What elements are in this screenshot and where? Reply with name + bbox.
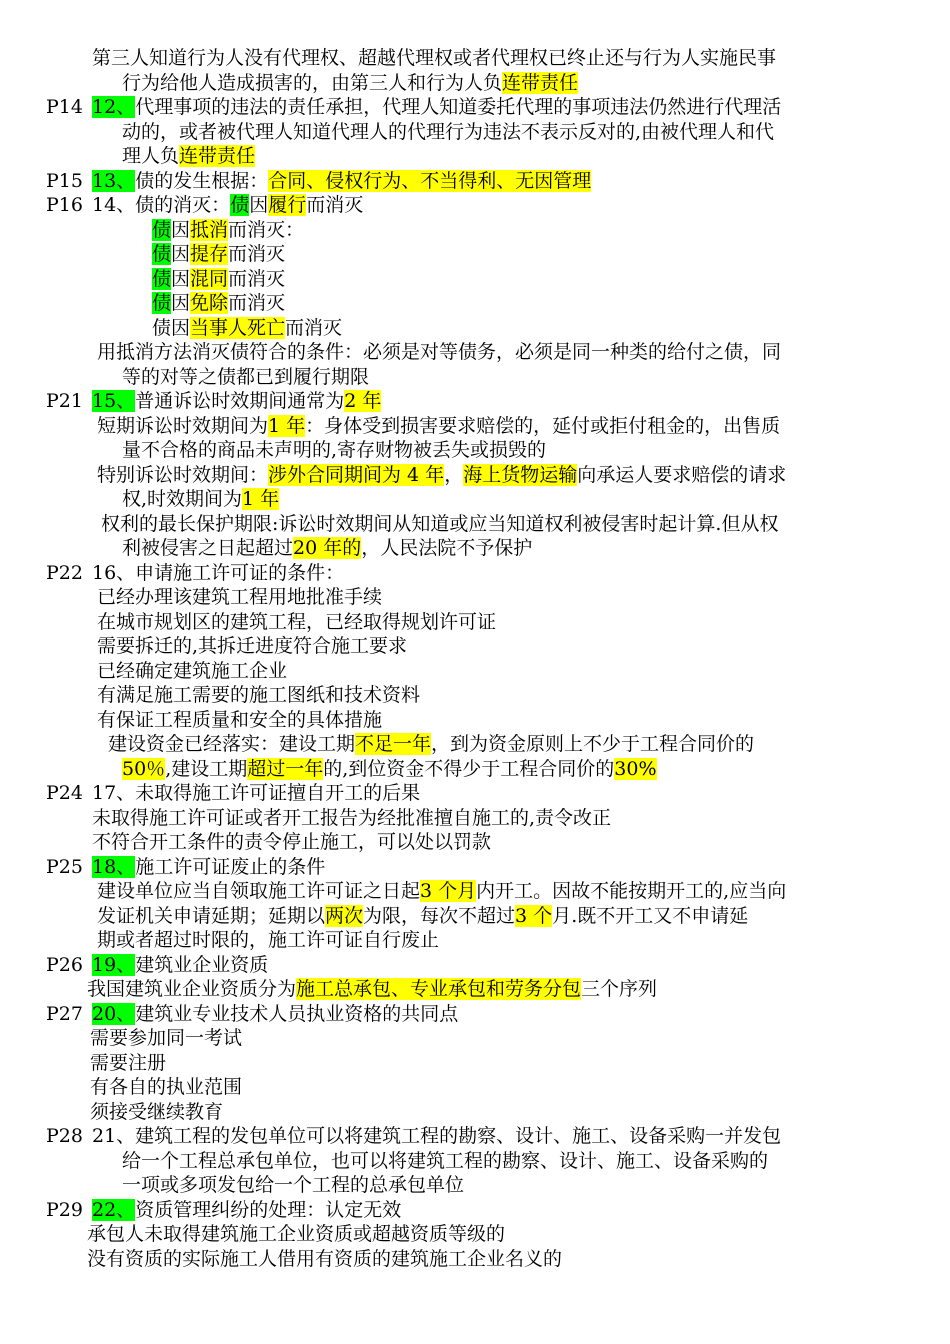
text-segment: 已经确定建筑施工企业	[97, 659, 288, 682]
text-line	[0, 953, 950, 978]
line-text	[122, 144, 255, 169]
text-line	[0, 781, 950, 806]
text-segment: 因	[171, 292, 191, 314]
highlight-green: 债	[230, 194, 250, 216]
text-segment: 没有资质的实际施工人借用有资质的建筑施工企业名义的	[87, 1247, 563, 1270]
line-text	[92, 806, 611, 831]
text-segment: 量不合格的商品未声明的,寄存财物被丢失或损毁的	[122, 439, 547, 461]
text-line	[0, 218, 950, 243]
text-line	[0, 71, 950, 96]
text-segment: 期或者超过时限的，施工许可证自行废止	[97, 929, 440, 951]
text-segment: 需要注册	[90, 1051, 167, 1074]
text-segment: 建设单位应当自领取施工许可证之日起	[97, 880, 421, 902]
text-segment: 因	[171, 218, 191, 241]
text-line	[0, 1002, 950, 1027]
text-segment: 须接受继续教育	[90, 1100, 224, 1123]
text-line	[0, 610, 950, 635]
text-line	[0, 144, 950, 169]
line-text	[97, 904, 748, 929]
line-text	[97, 340, 781, 365]
text-line	[0, 463, 950, 488]
text-line	[0, 46, 950, 71]
line-text	[87, 1222, 505, 1247]
text-segment: 一项或多项发包给一个工程的总承包单位	[122, 1174, 465, 1196]
page-reference: P15	[46, 169, 83, 192]
text-segment: 有满足施工需要的施工图纸和技术资料	[97, 684, 421, 706]
text-segment: 因	[249, 194, 269, 216]
text-segment: 用抵消方法消灭债符合的条件：必须是对等债务，必须是同一种类的给付之债，同	[97, 341, 782, 363]
text-line	[0, 242, 950, 267]
text-segment: 需要参加同一考试	[90, 1027, 243, 1049]
highlight-green: 22、	[92, 1198, 136, 1221]
document-body	[0, 46, 950, 1271]
text-segment: 第三人知道行为人没有代理权、超越代理权或者代理权已终止还与行为人实施民事	[92, 47, 777, 69]
line-text	[97, 634, 407, 659]
text-line	[0, 830, 950, 855]
line-text	[97, 928, 439, 953]
highlight-yellow: 超过一年	[247, 757, 324, 780]
line-text	[122, 1149, 768, 1174]
line-text	[92, 1124, 781, 1149]
text-line	[0, 977, 950, 1002]
text-segment: 内开工。因故不能按期开工的,应当向	[476, 880, 787, 902]
highlight-yellow: 海上货物运输	[463, 463, 578, 486]
page-reference: P16	[46, 194, 83, 216]
highlight-yellow: 1 年	[242, 488, 280, 510]
highlight-green: 债	[152, 218, 172, 241]
highlight-green: 债	[152, 267, 172, 290]
text-segment: 有各自的执业范围	[90, 1076, 243, 1098]
line-text	[122, 365, 369, 390]
text-line	[0, 855, 950, 880]
text-segment: 而消灭：	[228, 218, 305, 241]
text-line	[0, 1149, 950, 1174]
page-reference: P24	[46, 782, 83, 804]
highlight-green: 12、	[92, 96, 136, 118]
highlight-yellow: 免除	[190, 292, 229, 314]
text-line	[0, 267, 950, 292]
page-reference: P22	[46, 561, 83, 584]
text-line	[0, 95, 950, 120]
line-text	[92, 561, 344, 586]
line-text	[92, 830, 491, 855]
text-line	[0, 1198, 950, 1223]
text-line	[0, 732, 950, 757]
line-text	[122, 438, 546, 463]
highlight-yellow: 3 个月	[420, 880, 477, 902]
line-text	[152, 291, 285, 316]
text-line	[0, 1173, 950, 1198]
text-line	[0, 169, 950, 194]
line-text	[92, 46, 776, 71]
highlight-yellow: 30%	[614, 757, 657, 780]
highlight-yellow: 提存	[190, 243, 229, 265]
text-line	[0, 757, 950, 782]
page-reference: P21	[46, 390, 83, 412]
text-segment: 建筑业企业资质	[135, 953, 269, 976]
text-segment: 向承运人要求赔偿的请求	[577, 463, 787, 486]
highlight-yellow: 不足一年	[355, 733, 432, 755]
text-line	[0, 536, 950, 561]
highlight-green: 债	[152, 292, 172, 314]
highlight-yellow: 2 年	[344, 390, 382, 412]
line-text	[97, 463, 786, 488]
text-segment: 而消灭	[306, 194, 364, 216]
highlight-yellow: 1 年	[268, 414, 306, 437]
text-line	[0, 438, 950, 463]
line-text	[92, 389, 381, 414]
highlight-green: 18、	[92, 855, 136, 878]
line-text	[97, 585, 382, 610]
text-line	[0, 928, 950, 953]
line-text	[152, 267, 285, 292]
highlight-yellow: 混同	[190, 267, 229, 290]
line-text	[90, 1075, 242, 1100]
highlight-yellow: 连带责任	[502, 71, 579, 94]
page-reference: P14	[46, 96, 83, 118]
page-reference: P26	[46, 953, 83, 976]
highlight-yellow: 合同、侵权行为、不当得利、无因管理	[268, 169, 592, 192]
line-text	[97, 683, 420, 708]
highlight-yellow: 当事人死亡	[190, 316, 286, 339]
highlight-yellow: 3 个	[515, 904, 553, 927]
highlight-yellow: 抵消	[190, 218, 229, 241]
text-segment: 而消灭	[228, 292, 286, 314]
text-segment: 14、债的消灭：	[92, 194, 231, 216]
text-line	[0, 365, 950, 390]
text-segment: 承包人未取得建筑施工企业资质或超越资质等级的	[87, 1223, 506, 1245]
text-segment: 建筑业专业技术人员执业资格的共同点	[135, 1002, 459, 1025]
text-line	[0, 1026, 950, 1051]
text-line	[0, 708, 950, 733]
line-text	[92, 169, 591, 194]
page-reference: P29	[46, 1198, 83, 1221]
line-text	[90, 1026, 242, 1051]
text-segment: ，到为资金原则上不少于工程合同价的	[431, 733, 755, 755]
text-segment: 而消灭	[228, 243, 286, 265]
text-segment: 发证机关申请延期；延期以	[97, 904, 326, 927]
text-segment: 已经办理该建筑工程用地批准手续	[97, 586, 383, 608]
text-segment: 利被侵害之日起超过	[122, 537, 294, 559]
highlight-yellow: 连带责任	[179, 145, 256, 167]
text-line	[0, 659, 950, 684]
line-text	[92, 855, 325, 880]
highlight-yellow: 20 年的	[293, 537, 362, 559]
line-text	[152, 316, 342, 341]
text-segment: 给一个工程总承包单位，也可以将建筑工程的勘察、设计、施工、设备采购的	[122, 1149, 769, 1172]
highlight-yellow: 两次	[325, 904, 364, 927]
text-segment: 未取得施工许可证或者开工报告为经批准擅自施工的,责令改正	[92, 806, 612, 829]
line-text	[92, 781, 420, 806]
text-line	[0, 806, 950, 831]
line-text	[122, 1173, 464, 1198]
highlight-green: 19、	[92, 953, 136, 976]
line-text	[92, 953, 268, 978]
text-segment: 债的发生根据：	[135, 169, 269, 192]
text-line	[0, 1075, 950, 1100]
text-line	[0, 512, 950, 537]
line-text	[122, 71, 578, 96]
text-segment: 理人负	[122, 145, 180, 167]
text-segment: 而消灭	[285, 316, 343, 339]
line-text	[122, 536, 532, 561]
text-line	[0, 1051, 950, 1076]
text-line	[0, 1247, 950, 1272]
text-segment: 动的，或者被代理人知道代理人的代理行为违法不表示反对的,由被代理人和代	[122, 120, 775, 143]
text-segment: 普通诉讼时效期间通常为	[135, 390, 345, 412]
text-segment: ，人民法院不予保护	[361, 537, 533, 559]
text-line	[0, 340, 950, 365]
text-segment: 17、未取得施工许可证擅自开工的后果	[92, 782, 421, 804]
highlight-green: 20、	[92, 1002, 136, 1025]
highlight-yellow: 履行	[268, 194, 307, 216]
text-line	[0, 389, 950, 414]
page-reference: P27	[46, 1002, 83, 1025]
line-text	[97, 879, 786, 904]
text-line	[0, 414, 950, 439]
highlight-green: 13、	[92, 169, 136, 192]
text-segment: ,建设工期	[165, 757, 248, 780]
text-line	[0, 120, 950, 145]
text-segment: 有保证工程质量和安全的具体措施	[97, 708, 383, 731]
text-segment: 短期诉讼时效期间为	[97, 414, 269, 437]
line-text	[152, 218, 304, 243]
text-segment: 特别诉讼时效期间：	[97, 463, 269, 486]
text-segment: 的,到位资金不得少于工程合同价的	[323, 757, 615, 780]
line-text	[92, 95, 781, 120]
line-text	[108, 732, 754, 757]
text-segment: 为限，每次不超过	[363, 904, 516, 927]
text-segment: 21、建筑工程的发包单位可以将建筑工程的勘察、设计、施工、设备采购一并发包	[92, 1125, 782, 1147]
text-line	[0, 1100, 950, 1125]
page-reference: P28	[46, 1125, 83, 1147]
line-text	[97, 659, 287, 684]
line-text	[92, 1198, 401, 1223]
line-text	[92, 1002, 458, 1027]
line-text	[97, 414, 780, 439]
line-text	[97, 708, 382, 733]
text-line	[0, 193, 950, 218]
text-segment: 行为给他人造成损害的，由第三人和行为人负	[122, 71, 503, 94]
line-text	[87, 977, 657, 1002]
text-segment: 权利的最长保护期限:诉讼时效期间从知道或应当知道权利被侵害时起计算.但从权	[101, 512, 779, 535]
text-line	[0, 487, 950, 512]
highlight-green: 债	[152, 243, 172, 265]
line-text	[90, 1051, 166, 1076]
line-text	[87, 1247, 562, 1272]
text-segment: 不符合开工条件的责令停止施工，可以处以罚款	[92, 831, 492, 853]
text-line	[0, 585, 950, 610]
text-line	[0, 879, 950, 904]
text-line	[0, 561, 950, 586]
line-text	[92, 193, 363, 218]
text-segment: 在城市规划区的建筑工程，已经取得规划许可证	[97, 610, 497, 633]
highlight-yellow: 施工总承包、专业承包和劳务分包	[296, 978, 582, 1000]
text-segment: 代理事项的违法的责任承担，代理人知道委托代理的事项违法仍然进行代理活	[135, 96, 782, 118]
text-segment: 资质管理纠纷的处理：认定无效	[135, 1198, 402, 1221]
text-segment: 16、申请施工许可证的条件：	[92, 561, 345, 584]
line-text	[122, 487, 279, 512]
line-text	[101, 512, 778, 537]
page-reference: P25	[46, 855, 83, 878]
line-text	[97, 610, 496, 635]
text-segment: 因	[171, 243, 191, 265]
line-text	[122, 757, 657, 782]
line-text	[152, 242, 285, 267]
highlight-yellow: 涉外合同期间为 4 年	[268, 463, 445, 486]
text-segment: ，	[444, 463, 464, 486]
line-text	[122, 120, 774, 145]
text-segment: 债因	[152, 316, 191, 339]
text-segment: 需要拆迁的,其拆迁进度符合施工要求	[97, 635, 408, 657]
text-segment: 因	[171, 267, 191, 290]
text-segment: 三个序列	[581, 978, 658, 1000]
text-segment: 我国建筑业企业资质分为	[87, 978, 297, 1000]
line-text	[90, 1100, 223, 1125]
text-line	[0, 1222, 950, 1247]
text-segment: 建设资金已经落实：建设工期	[108, 733, 356, 755]
text-line	[0, 634, 950, 659]
text-segment: 施工许可证废止的条件	[135, 855, 326, 878]
text-segment: 等的对等之债都已到履行期限	[122, 365, 370, 388]
text-line	[0, 904, 950, 929]
highlight-yellow: 50％	[122, 757, 166, 780]
text-line	[0, 683, 950, 708]
text-segment: 权,时效期间为	[122, 488, 243, 510]
text-segment: 而消灭	[228, 267, 286, 290]
highlight-green: 15、	[92, 390, 136, 412]
text-line	[0, 316, 950, 341]
text-segment: ：身体受到损害要求赔偿的，延付或拒付租金的，出售质	[305, 414, 781, 437]
text-segment: 月.既不开工又不申请延	[552, 904, 749, 927]
text-line	[0, 1124, 950, 1149]
text-line	[0, 291, 950, 316]
